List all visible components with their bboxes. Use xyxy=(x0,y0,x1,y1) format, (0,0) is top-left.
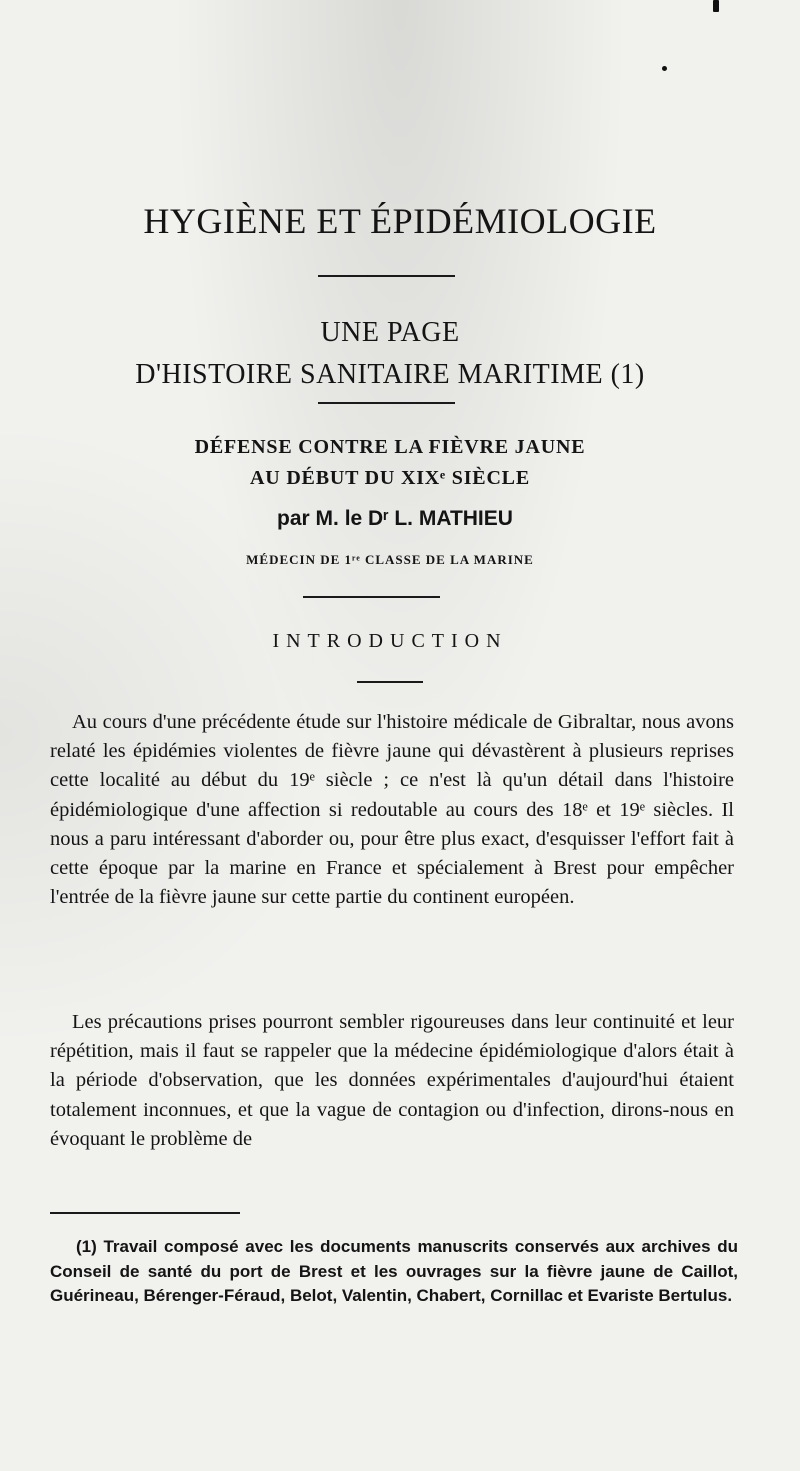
ink-speck xyxy=(662,66,667,71)
rule-divider xyxy=(303,596,440,598)
author-line: par M. le Dʳ L. MATHIEU xyxy=(277,507,513,530)
paragraph-text: Au cours d'une précédente étude sur l'histoire médicale de Gibraltar, nous avons relaté les épidémies violentes de fièvre jaune qui dévastèrent à plusieurs reprises cette localité au début du 19ᵉ siècle ; ce n'est là qu'un détail dans l'histoire épidémiologique d'une affection si redoutable au cours des 18ᵉ et 19ᵉ siècles. Il nous a paru intéressant d'aborder ou, pour être plus exact, d'esquisser l'effort fait à cette époque par la marine en France et spécialement à Brest pour empêcher l'entrée de la fièvre jaune sur cette partie du continent européen. xyxy=(50,711,734,909)
article-subtitle xyxy=(0,432,780,494)
body-paragraph-1 xyxy=(50,708,734,912)
paragraph-text: Les précautions prises pourront sembler rigoureuses dans leur continuité et leur répétition, mais il faut se rappeler que la médecine épidémiologique d'alors était à la période d'observation, que les données expérimentales d'aujourd'hui étaient totalement inconnues, et que la vague de contagion ou d'infection, dirons-nous en évoquant le problème de xyxy=(50,1011,734,1150)
article-subtitle-line2: AU DÉBUT DU XIXᵉ SIÈCLE xyxy=(250,467,530,489)
ink-speck xyxy=(713,0,719,12)
section-title: HYGIÈNE ET ÉPIDÉMIOLOGIE xyxy=(143,201,657,241)
rule-divider xyxy=(318,275,455,277)
article-subtitle-line1: DÉFENSE CONTRE LA FIÈVRE JAUNE xyxy=(194,436,586,458)
footnote xyxy=(50,1235,738,1309)
footnote-text: (1) Travail composé avec les documents manuscrits conservés aux archives du Conseil de santé du port de Brest et les ouvrages sur la fièvre jaune de Caillot, Guérineau, Bérenger-Féraud, Belot, Valentin, Chabert, Cornillac et Evariste Bertulus. xyxy=(50,1237,738,1305)
author-title: MÉDECIN DE 1ʳᵉ CLASSE DE LA MARINE xyxy=(246,552,534,567)
article-title xyxy=(0,312,780,396)
introduction-heading: INTRODUCTION xyxy=(272,630,508,652)
rule-divider xyxy=(318,402,455,404)
body-paragraph-2 xyxy=(50,1008,734,1154)
article-title-line2: D'HISTOIRE SANITAIRE MARITIME (1) xyxy=(135,359,645,390)
rule-divider xyxy=(357,681,423,683)
article-title-line1: UNE PAGE xyxy=(320,317,460,348)
footnote-rule xyxy=(50,1212,240,1214)
